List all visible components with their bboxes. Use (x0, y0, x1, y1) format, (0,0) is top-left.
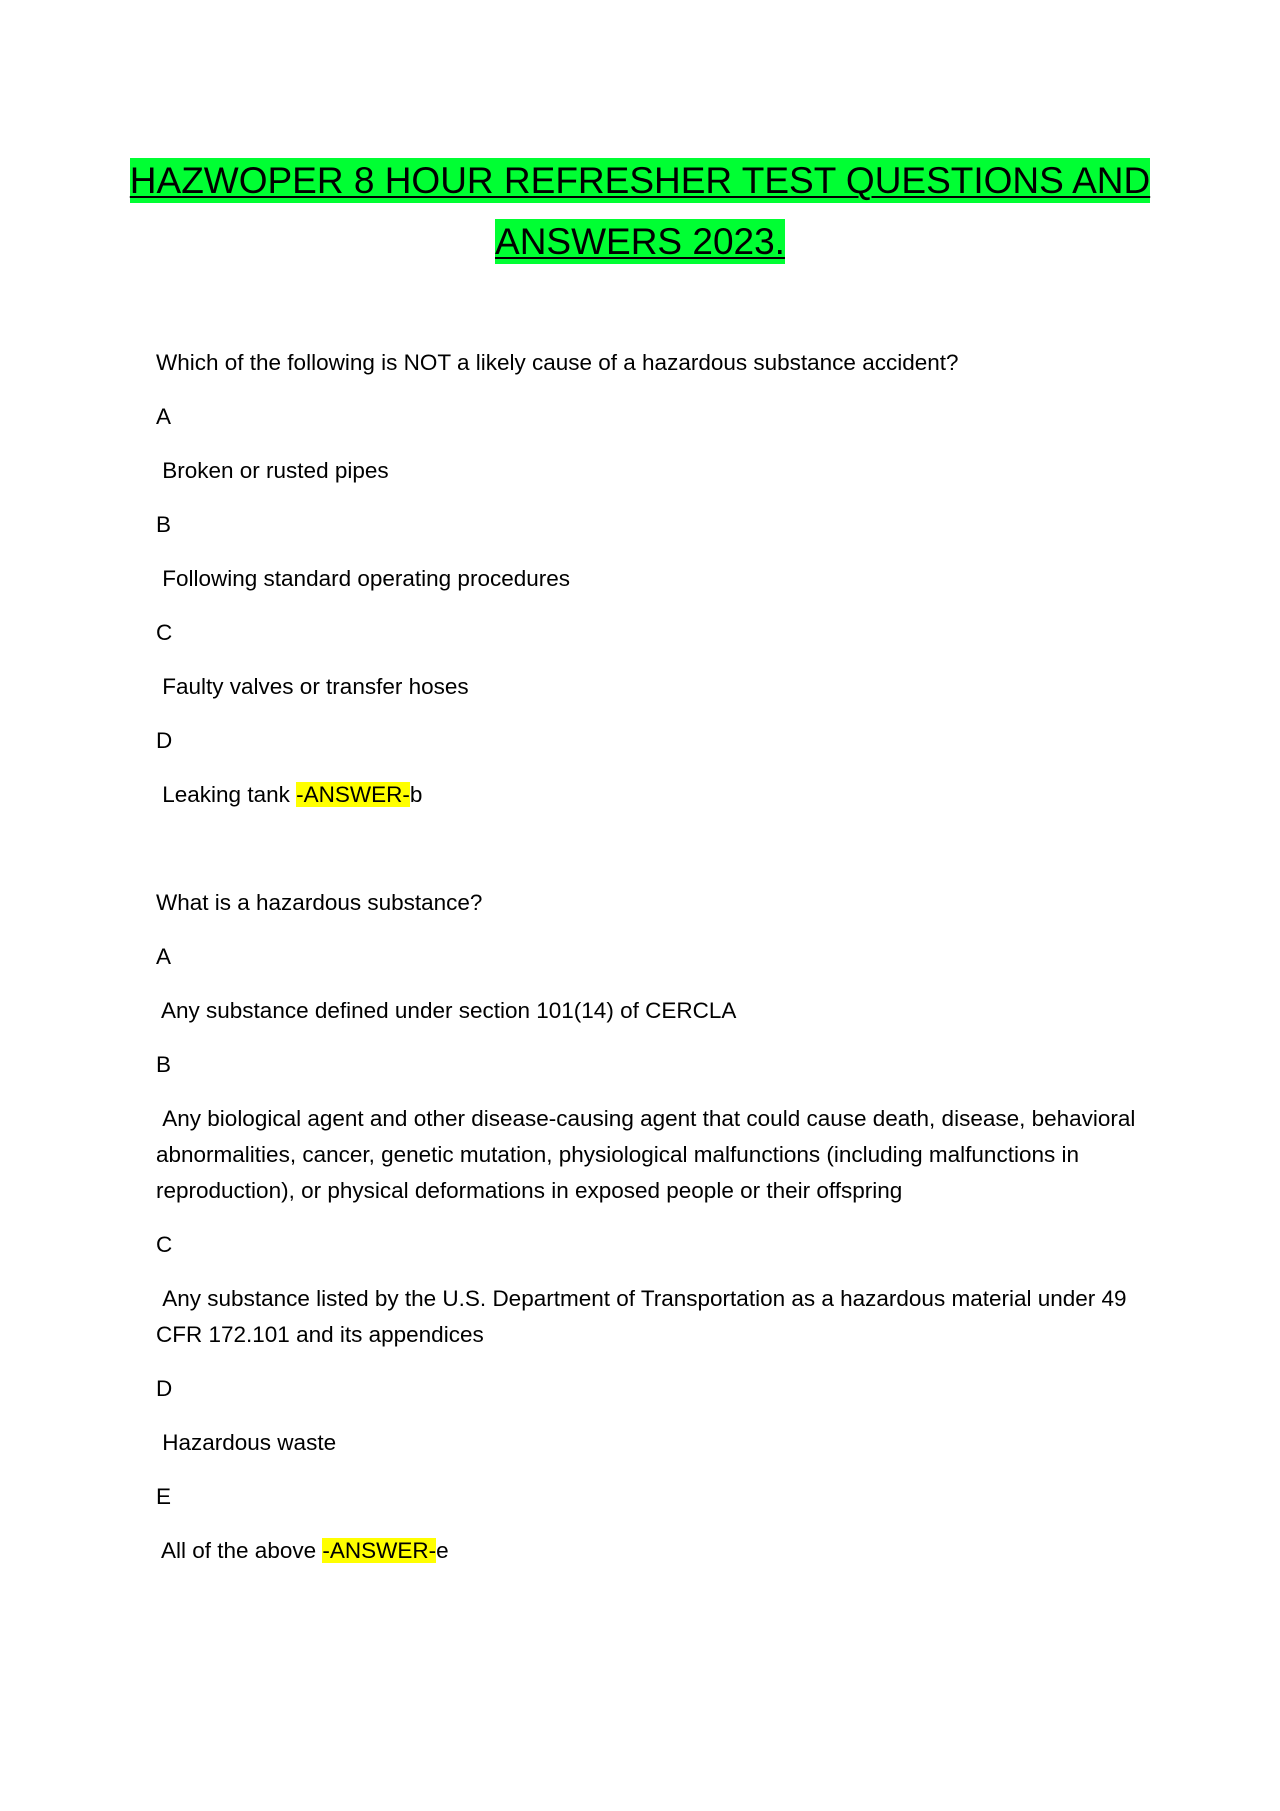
answer-line (156, 777, 1136, 813)
option-text: Any substance defined under section 101(14) of CERCLA (156, 998, 737, 1023)
option-letter: C (156, 1232, 173, 1257)
option-letter: B (156, 1052, 172, 1077)
question-text: Which of the following is NOT a likely cause of a hazardous substance accident? (156, 350, 959, 375)
option-letter: A (156, 944, 172, 969)
question-block-1 (156, 345, 1136, 813)
option-text: Broken or rusted pipes (156, 458, 389, 483)
option-letter: B (156, 512, 172, 537)
title-line-2: ANSWERS 2023. (495, 221, 785, 262)
option-letter: E (156, 1484, 172, 1509)
title-line-1: HAZWOPER 8 HOUR REFRESHER TEST QUESTIONS AND (129, 160, 1151, 201)
option-letter: A (156, 404, 172, 429)
option-text: All of the above (156, 1538, 323, 1563)
option-text: Hazardous waste (156, 1430, 337, 1455)
document-title (120, 150, 1160, 272)
answer-marker: -ANSWER- (296, 782, 410, 807)
answer-value: b (409, 782, 423, 807)
question-text: What is a hazardous substance? (156, 890, 483, 915)
option-text: Faulty valves or transfer hoses (156, 674, 469, 699)
answer-line (156, 1533, 1136, 1569)
option-text: Following standard operating procedures (156, 566, 570, 591)
option-text: Any substance listed by the U.S. Department of Transportation as a hazardous material under 49 CFR 172.101 and its appendices (156, 1286, 1133, 1347)
option-letter: D (156, 1376, 173, 1401)
question-block-2 (156, 885, 1142, 1569)
option-letter: C (156, 620, 173, 645)
answer-marker: -ANSWER- (322, 1538, 437, 1563)
answer-value: e (436, 1538, 449, 1563)
option-text: Any biological agent and other disease-causing agent that could cause death, disease, behavioral abnormalities, cancer, genetic mutation, physiological malfunctions (including malfunctions in reproduction), or physical deformations in exposed people or their offspring (156, 1106, 1142, 1203)
document-body (156, 345, 1142, 1569)
option-letter: D (156, 728, 173, 753)
option-text: Leaking tank (156, 782, 297, 807)
